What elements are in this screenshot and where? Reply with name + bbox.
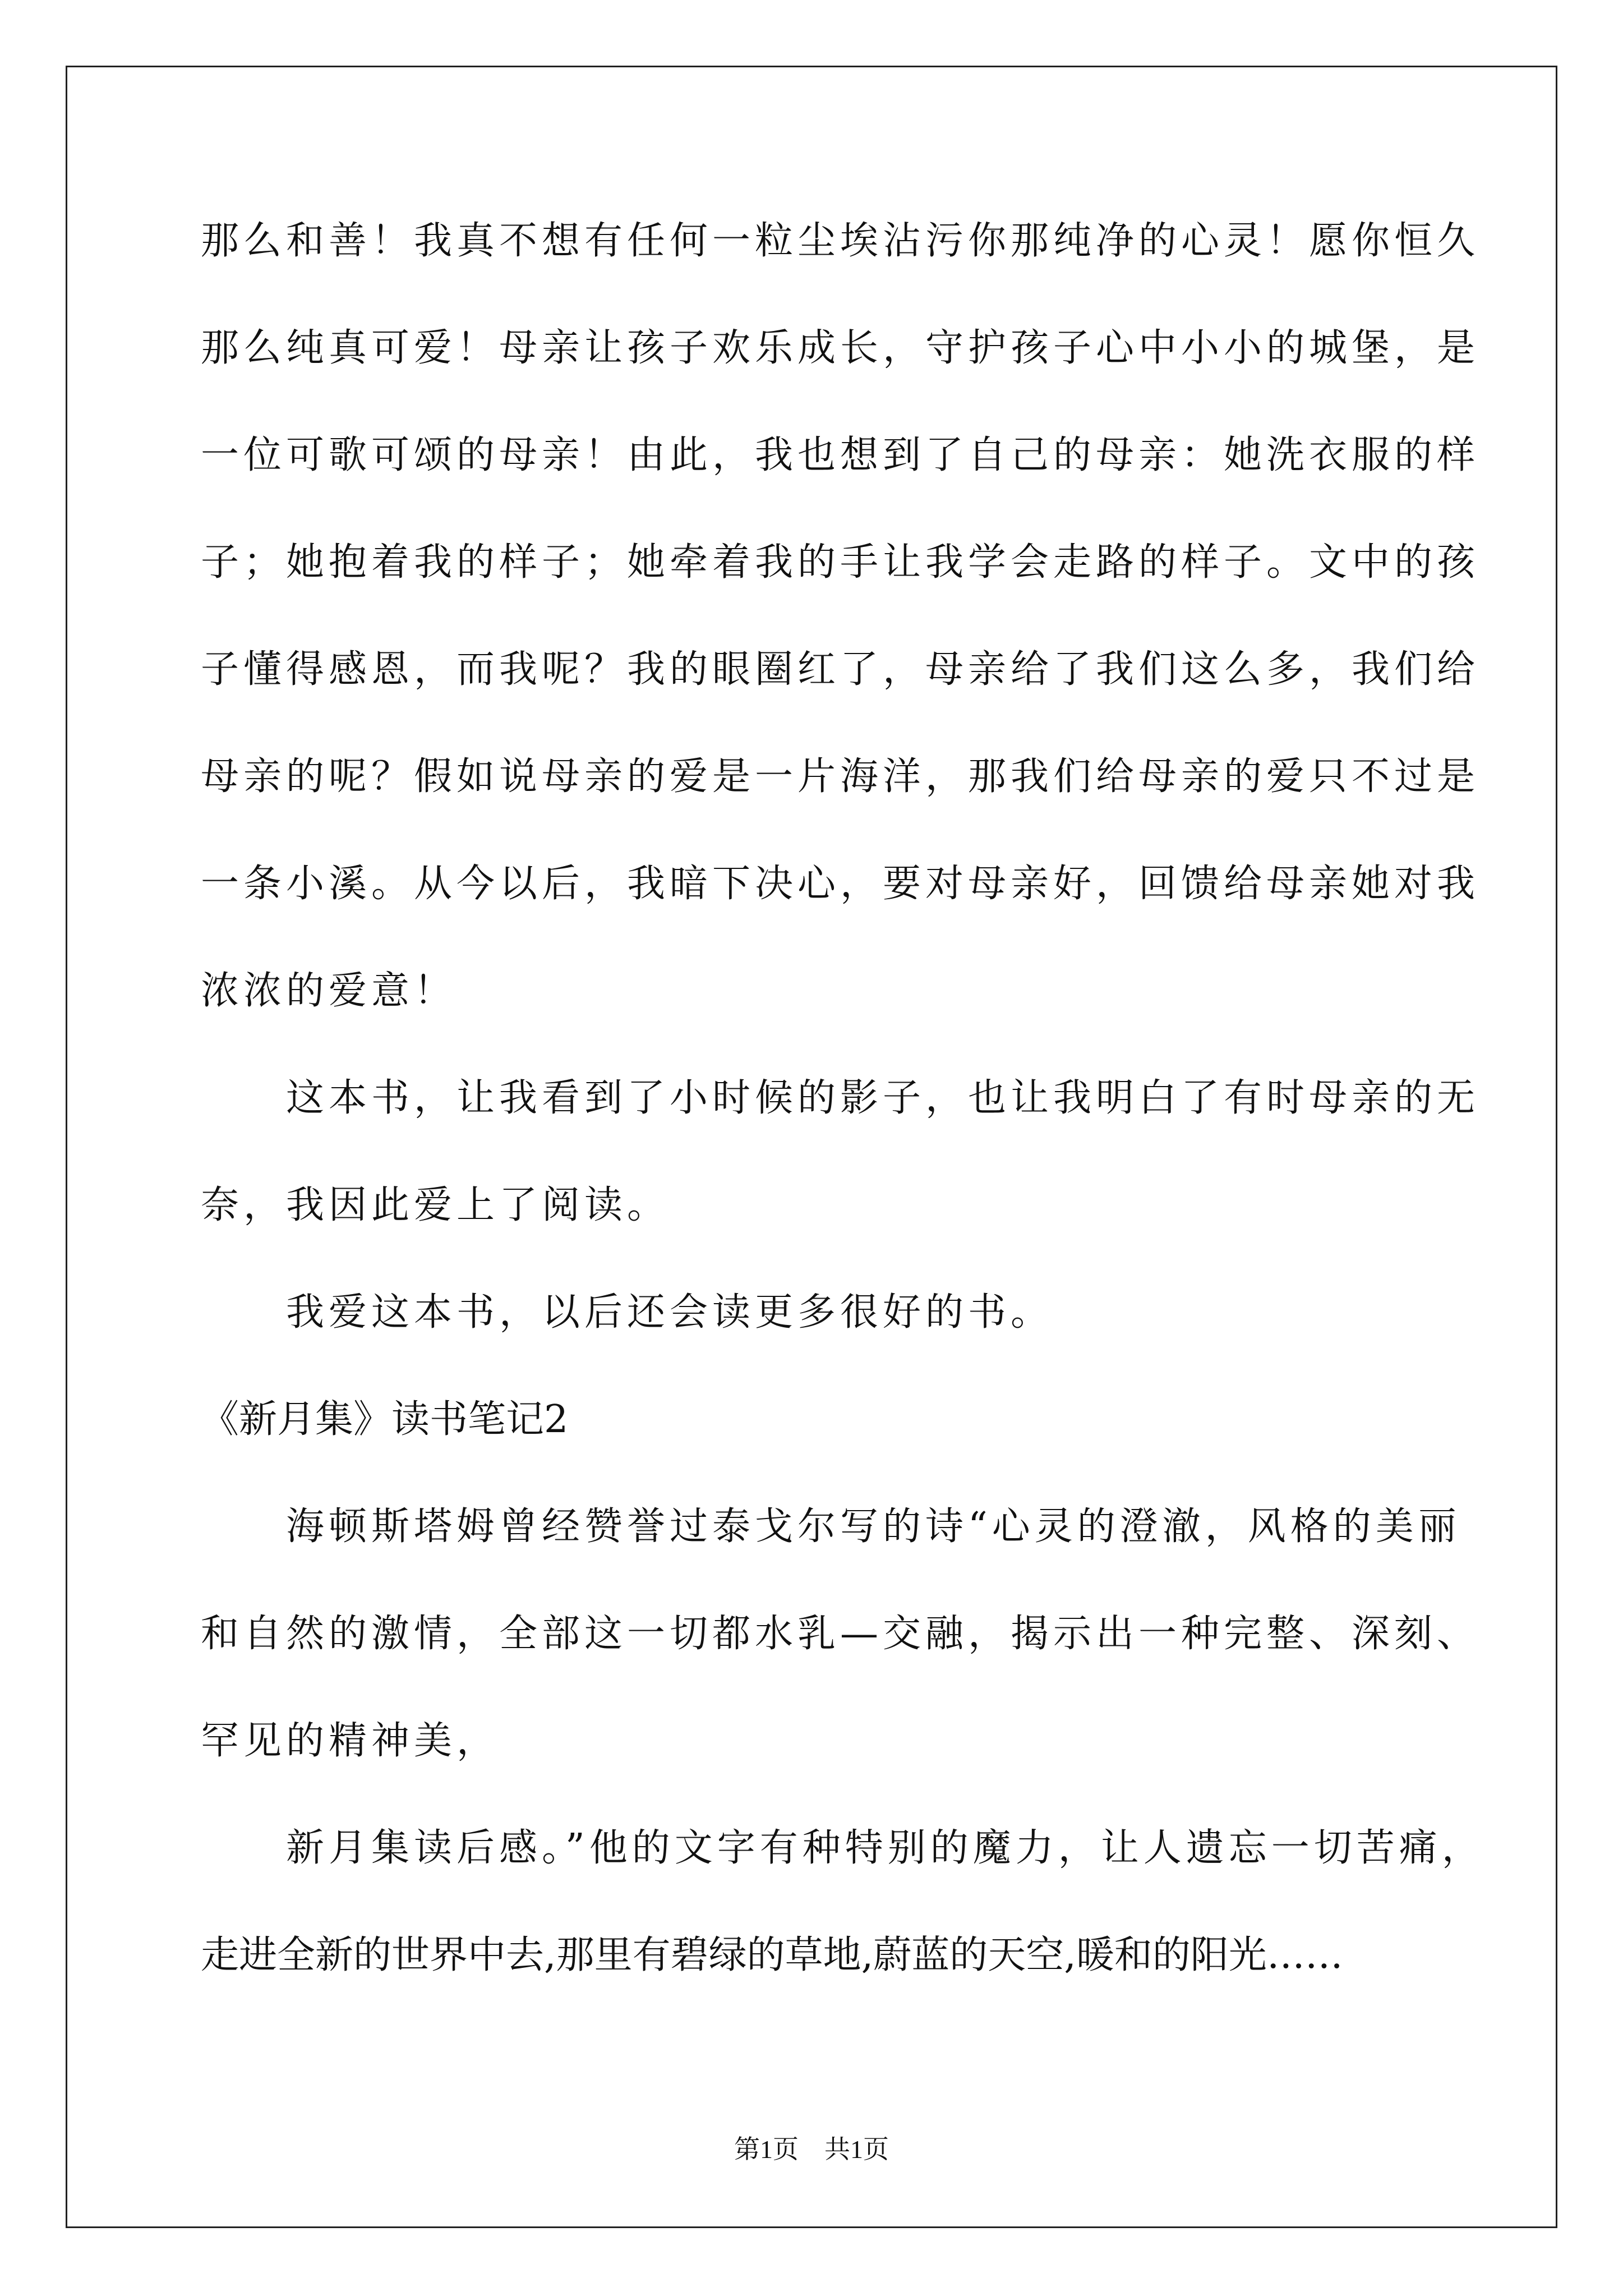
text-line: 海顿斯塔姆曾经赞誉过泰戈尔写的诗“心灵的澄澈，风格的美丽 [201, 1504, 1461, 1549]
text-line: 一位可歌可颂的母亲！由此，我也想到了自己的母亲：她洗衣服的样 [201, 433, 1480, 477]
text-line: 我爱这本书，以后还会读更多很好的书。 [201, 1290, 1054, 1335]
page-number-label: 第1页 共1页 [734, 2135, 889, 2164]
page-footer [0, 2129, 1623, 2166]
text-line: 新月集读后感。”他的文字有种特别的魔力，让人遗忘一切苦痛， [201, 1826, 1484, 1870]
text-line: 和自然的激情，全部这一切都水乳—交融，揭示出一种完整、深刻、 [201, 1612, 1480, 1656]
text-line: 一条小溪。从今以后，我暗下决心，要对母亲好，回馈给母亲她对我 [201, 862, 1480, 906]
document-body [201, 213, 1484, 2035]
section-heading: 《新月集》读书笔记2 [201, 1397, 569, 1442]
text-line: 奈，我因此爱上了阅读。 [201, 1183, 670, 1227]
text-line: 浓浓的爱意！ [201, 969, 457, 1013]
text-line: 那么和善！我真不想有任何一粒尘埃沾污你那纯净的心灵！愿你恒久 [201, 219, 1480, 263]
text-line: 这本书，让我看到了小时候的影子，也让我明白了有时母亲的无 [201, 1076, 1480, 1120]
text-line: 子懂得感恩，而我呢？我的眼圈红了，母亲给了我们这么多，我们给 [201, 647, 1480, 692]
text-line: 子；她抱着我的样子；她牵着我的手让我学会走路的样子。文中的孩 [201, 540, 1480, 585]
text-line: 走进全新的世界中去,那里有碧绿的草地,蔚蓝的天空,暖和的阳光…… [201, 1933, 1343, 1977]
text-line: 罕见的精神美， [201, 1719, 500, 1763]
text-line: 那么纯真可爱！母亲让孩子欢乐成长，守护孩子心中小小的城堡，是 [201, 326, 1480, 370]
text-line: 母亲的呢？假如说母亲的爱是一片海洋，那我们给母亲的爱只不过是 [201, 754, 1480, 799]
